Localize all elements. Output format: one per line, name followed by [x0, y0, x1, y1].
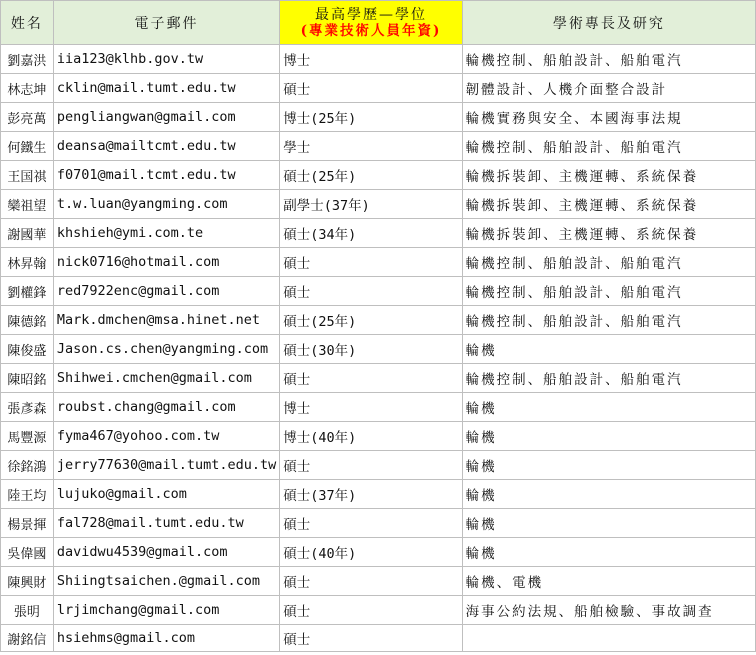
cell-specialty	[462, 625, 755, 652]
cell-education: 碩士(37年)	[280, 480, 462, 509]
cell-education: 碩士	[280, 509, 462, 538]
cell-name: 劉權鋒	[1, 277, 54, 306]
cell-specialty: 輪機	[462, 480, 755, 509]
table-row	[1, 335, 756, 364]
cell-name: 劉嘉洪	[1, 45, 54, 74]
cell-specialty: 輪機控制、船舶設計、船舶電汽	[462, 306, 755, 335]
cell-education: 碩士	[280, 277, 462, 306]
cell-name: 徐銘鴻	[1, 451, 54, 480]
cell-email: t.w.luan@yangming.com	[53, 190, 279, 219]
table-row	[1, 103, 756, 132]
cell-name: 陳興財	[1, 567, 54, 596]
cell-specialty: 輪機拆裝卸、主機運轉、系統保養	[462, 190, 755, 219]
cell-education: 博士	[280, 45, 462, 74]
cell-specialty: 輪機控制、船舶設計、船舶電汽	[462, 248, 755, 277]
cell-name: 張明	[1, 596, 54, 625]
cell-specialty: 輪機控制、船舶設計、船舶電汽	[462, 132, 755, 161]
header-education-note: (專業技術人員年資)	[300, 22, 442, 39]
cell-name: 陳德銘	[1, 306, 54, 335]
header-row	[1, 1, 756, 45]
cell-specialty: 輪機實務與安全、本國海事法規	[462, 103, 755, 132]
cell-education: 學士	[280, 132, 462, 161]
cell-education: 副學士(37年)	[280, 190, 462, 219]
cell-education: 碩士(25年)	[280, 306, 462, 335]
cell-email: fal728@mail.tumt.edu.tw	[53, 509, 279, 538]
cell-email: jerry77630@mail.tumt.edu.tw	[53, 451, 279, 480]
cell-specialty: 輪機控制、船舶設計、船舶電汽	[462, 277, 755, 306]
cell-name: 謝國華	[1, 219, 54, 248]
cell-specialty: 輪機	[462, 538, 755, 567]
cell-name: 何鐵生	[1, 132, 54, 161]
table-row	[1, 161, 756, 190]
table-row	[1, 364, 756, 393]
header-education	[280, 1, 462, 45]
cell-email: Shiingtsaichen.@gmail.com	[53, 567, 279, 596]
cell-education: 碩士	[280, 625, 462, 652]
cell-email: lujuko@gmail.com	[53, 480, 279, 509]
cell-name: 楊景揮	[1, 509, 54, 538]
table-row	[1, 451, 756, 480]
cell-education: 博士(40年)	[280, 422, 462, 451]
cell-specialty: 輪機拆裝卸、主機運轉、系統保養	[462, 161, 755, 190]
table-row	[1, 248, 756, 277]
header-specialty: 學術專長及研究	[462, 1, 755, 45]
cell-email: Mark.dmchen@msa.hinet.net	[53, 306, 279, 335]
cell-name: 彭亮萬	[1, 103, 54, 132]
cell-education: 碩士	[280, 596, 462, 625]
table-row	[1, 567, 756, 596]
cell-email: khshieh@ymi.com.te	[53, 219, 279, 248]
cell-specialty: 海事公約法規、船舶檢驗、事故調查	[462, 596, 755, 625]
cell-email: hsiehms@gmail.com	[53, 625, 279, 652]
cell-email: nick0716@hotmail.com	[53, 248, 279, 277]
cell-name: 謝銘信	[1, 625, 54, 652]
cell-email: davidwu4539@gmail.com	[53, 538, 279, 567]
table-row	[1, 480, 756, 509]
cell-specialty: 輪機控制、船舶設計、船舶電汽	[462, 45, 755, 74]
cell-specialty: 韌體設計、人機介面整合設計	[462, 74, 755, 103]
table-row	[1, 132, 756, 161]
cell-email: lrjimchang@gmail.com	[53, 596, 279, 625]
cell-education: 碩士	[280, 451, 462, 480]
table-row	[1, 277, 756, 306]
cell-specialty: 輪機	[462, 335, 755, 364]
cell-email: f0701@mail.tcmt.edu.tw	[53, 161, 279, 190]
cell-email: cklin@mail.tumt.edu.tw	[53, 74, 279, 103]
cell-education: 碩士	[280, 74, 462, 103]
cell-specialty: 輪機拆裝卸、主機運轉、系統保養	[462, 219, 755, 248]
cell-name: 王国祺	[1, 161, 54, 190]
cell-name: 陸王均	[1, 480, 54, 509]
cell-email: Shihwei.cmchen@gmail.com	[53, 364, 279, 393]
table-row	[1, 393, 756, 422]
header-education-label: 最高學歷—學位	[314, 6, 427, 23]
table-row	[1, 45, 756, 74]
cell-education: 博士	[280, 393, 462, 422]
cell-specialty: 輪機	[462, 422, 755, 451]
table-row	[1, 509, 756, 538]
table-row	[1, 190, 756, 219]
table-row	[1, 625, 756, 652]
cell-name: 陳俊盛	[1, 335, 54, 364]
cell-email: pengliangwan@gmail.com	[53, 103, 279, 132]
cell-education: 碩士(40年)	[280, 538, 462, 567]
table-row	[1, 74, 756, 103]
cell-name: 張彥森	[1, 393, 54, 422]
cell-name: 馬豐源	[1, 422, 54, 451]
table-row	[1, 306, 756, 335]
cell-education: 碩士	[280, 248, 462, 277]
cell-specialty: 輪機控制、船舶設計、船舶電汽	[462, 364, 755, 393]
cell-name: 吳偉國	[1, 538, 54, 567]
cell-education: 碩士	[280, 567, 462, 596]
cell-email: Jason.cs.chen@yangming.com	[53, 335, 279, 364]
cell-education: 碩士(30年)	[280, 335, 462, 364]
cell-name: 欒祖望	[1, 190, 54, 219]
cell-specialty: 輪機	[462, 393, 755, 422]
cell-specialty: 輪機	[462, 451, 755, 480]
cell-specialty: 輪機	[462, 509, 755, 538]
cell-education: 博士(25年)	[280, 103, 462, 132]
cell-name: 陳昭銘	[1, 364, 54, 393]
cell-education: 碩士(34年)	[280, 219, 462, 248]
header-name: 姓名	[1, 1, 54, 45]
header-email: 電子郵件	[53, 1, 279, 45]
cell-email: iia123@klhb.gov.tw	[53, 45, 279, 74]
cell-email: fyma467@yohoo.com.tw	[53, 422, 279, 451]
cell-name: 林志坤	[1, 74, 54, 103]
cell-education: 碩士	[280, 364, 462, 393]
cell-name: 林昇翰	[1, 248, 54, 277]
table-row	[1, 596, 756, 625]
cell-email: red7922enc@gmail.com	[53, 277, 279, 306]
table-row	[1, 538, 756, 567]
cell-education: 碩士(25年)	[280, 161, 462, 190]
table-row	[1, 422, 756, 451]
cell-email: deansa@mailtcmt.edu.tw	[53, 132, 279, 161]
cell-specialty: 輪機、電機	[462, 567, 755, 596]
cell-email: roubst.chang@gmail.com	[53, 393, 279, 422]
table-row	[1, 219, 756, 248]
